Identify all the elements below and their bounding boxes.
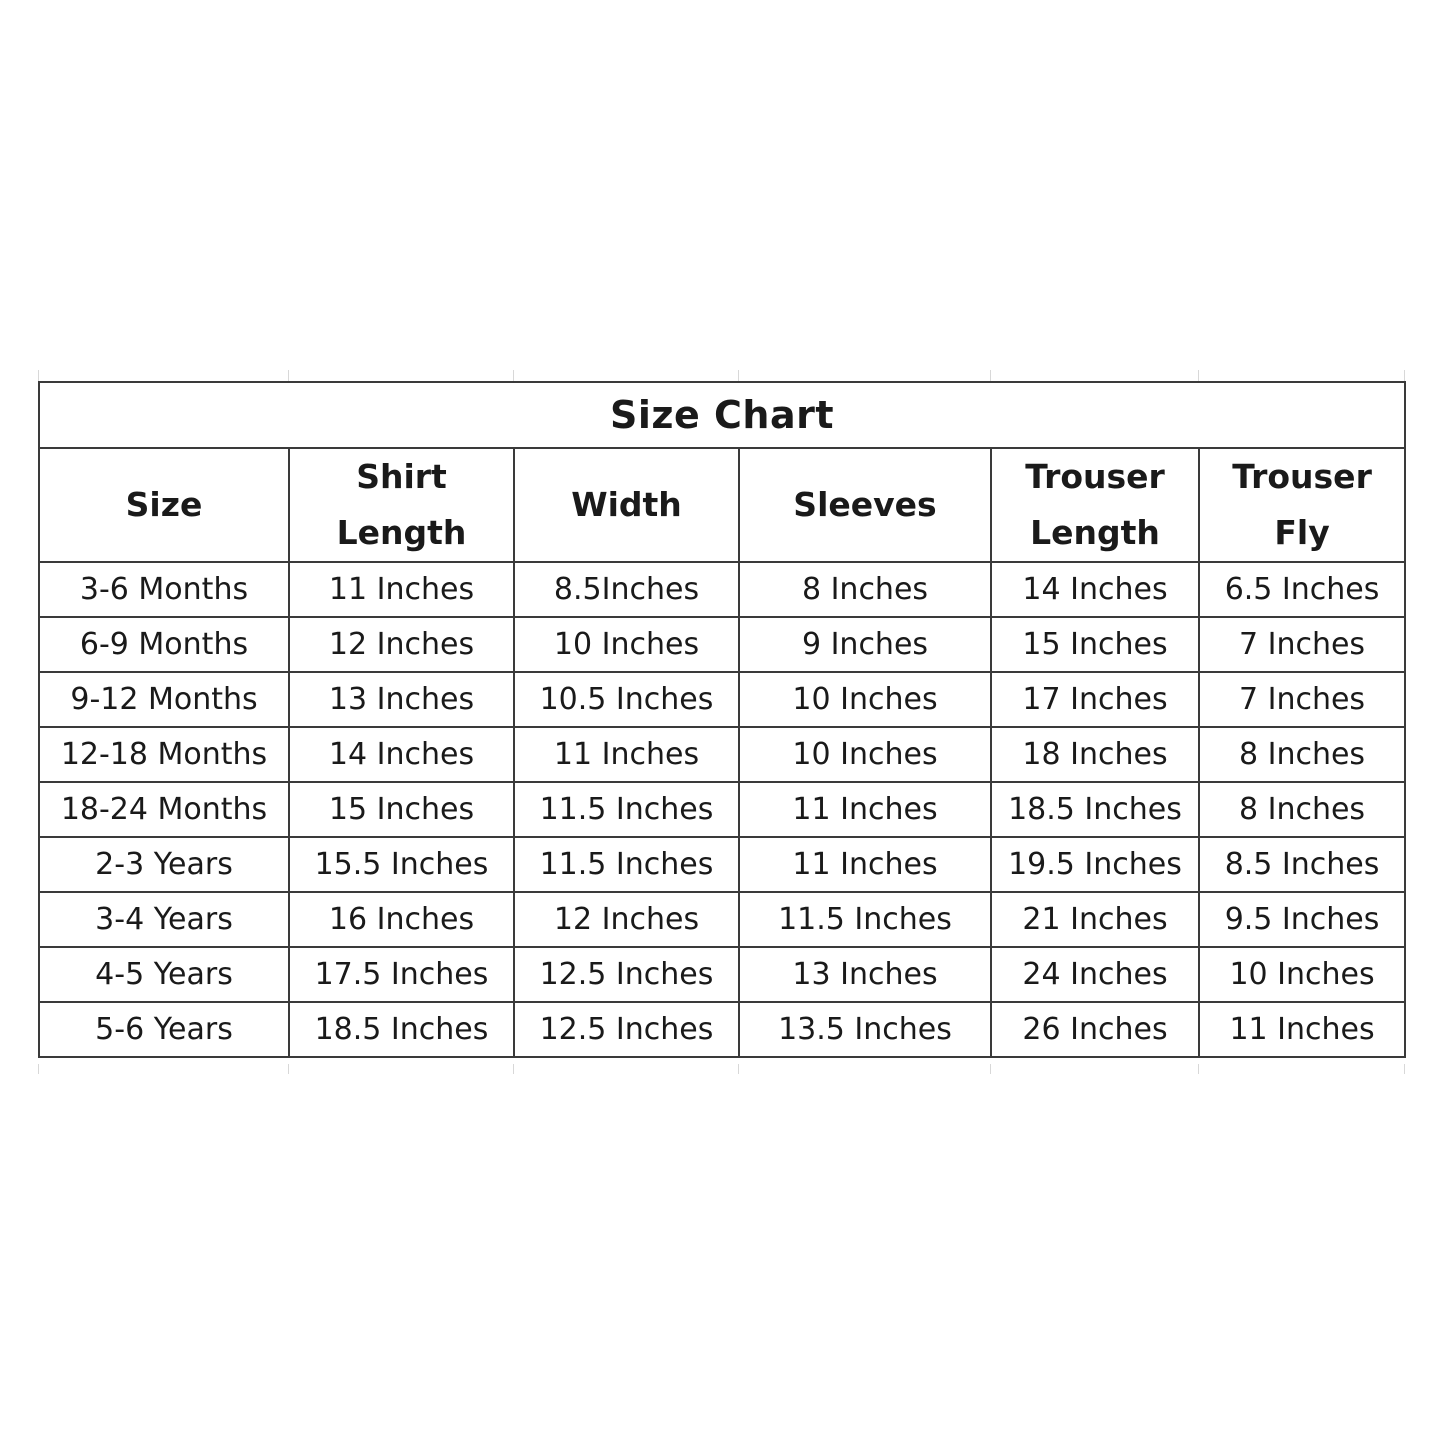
measurement-cell: 26 Inches: [991, 1002, 1199, 1057]
table-row: [39, 782, 1405, 837]
title-row: [39, 382, 1405, 448]
measurement-cell: 11 Inches: [1199, 1002, 1405, 1057]
size-cell: 5-6 Years: [39, 1002, 289, 1057]
column-header-line: Fly: [1274, 513, 1330, 552]
measurement-cell: 7 Inches: [1199, 672, 1405, 727]
column-header-line: Trouser: [1025, 457, 1165, 496]
measurement-cell: 19.5 Inches: [991, 837, 1199, 892]
table-row: [39, 947, 1405, 1002]
column-header: [39, 448, 289, 562]
measurement-cell: 18 Inches: [991, 727, 1199, 782]
measurement-cell: 11.5 Inches: [739, 892, 991, 947]
table-row: [39, 892, 1405, 947]
measurement-cell: 18.5 Inches: [991, 782, 1199, 837]
measurement-cell: 11.5 Inches: [514, 837, 739, 892]
gridline-stub: [513, 1064, 514, 1074]
size-cell: 2-3 Years: [39, 837, 289, 892]
measurement-cell: 11 Inches: [289, 562, 514, 617]
measurement-cell: 16 Inches: [289, 892, 514, 947]
measurement-cell: 11 Inches: [739, 782, 991, 837]
measurement-cell: 11.5 Inches: [514, 782, 739, 837]
size-cell: 3-4 Years: [39, 892, 289, 947]
measurement-cell: 11 Inches: [514, 727, 739, 782]
size-cell: 18-24 Months: [39, 782, 289, 837]
measurement-cell: 12 Inches: [289, 617, 514, 672]
measurement-cell: 15 Inches: [289, 782, 514, 837]
measurement-cell: 15 Inches: [991, 617, 1199, 672]
column-header-line: Length: [336, 513, 467, 552]
measurement-cell: 10 Inches: [514, 617, 739, 672]
table-row: [39, 727, 1405, 782]
table-row: [39, 837, 1405, 892]
measurement-cell: 10 Inches: [739, 727, 991, 782]
measurement-cell: 13 Inches: [739, 947, 991, 1002]
measurement-cell: 12.5 Inches: [514, 947, 739, 1002]
measurement-cell: 10.5 Inches: [514, 672, 739, 727]
table-row: [39, 617, 1405, 672]
size-cell: 4-5 Years: [39, 947, 289, 1002]
gridline-stub: [1198, 1064, 1199, 1074]
column-header-line: Shirt: [356, 457, 447, 496]
gridline-stub: [990, 370, 991, 381]
measurement-cell: 7 Inches: [1199, 617, 1405, 672]
size-chart-table: [38, 381, 1406, 1058]
size-cell: 3-6 Months: [39, 562, 289, 617]
measurement-cell: 18.5 Inches: [289, 1002, 514, 1057]
measurement-cell: 10 Inches: [739, 672, 991, 727]
measurement-cell: 13.5 Inches: [739, 1002, 991, 1057]
gridline-stub: [513, 370, 514, 381]
column-header-line: Length: [1030, 513, 1160, 552]
measurement-cell: 13 Inches: [289, 672, 514, 727]
column-header: [514, 448, 739, 562]
gridline-stub: [1198, 370, 1199, 381]
measurement-cell: 21 Inches: [991, 892, 1199, 947]
measurement-cell: 8.5 Inches: [1199, 837, 1405, 892]
table-row: [39, 672, 1405, 727]
measurement-cell: 17 Inches: [991, 672, 1199, 727]
header-row: [39, 448, 1405, 562]
measurement-cell: 12 Inches: [514, 892, 739, 947]
table-row: [39, 562, 1405, 617]
column-header: [739, 448, 991, 562]
gridline-stub: [1404, 1064, 1405, 1074]
gridline-stub: [288, 1064, 289, 1074]
size-cell: 9-12 Months: [39, 672, 289, 727]
column-header-line: Size: [125, 485, 203, 524]
measurement-cell: 8 Inches: [1199, 782, 1405, 837]
measurement-cell: 10 Inches: [1199, 947, 1405, 1002]
gridline-stub: [1404, 370, 1405, 381]
size-cell: 12-18 Months: [39, 727, 289, 782]
column-header: [289, 448, 514, 562]
measurement-cell: 8 Inches: [739, 562, 991, 617]
column-header-line: Sleeves: [793, 485, 937, 524]
table-row: [39, 1002, 1405, 1057]
measurement-cell: 14 Inches: [289, 727, 514, 782]
table-body: [39, 562, 1405, 1057]
gridline-stub: [738, 370, 739, 381]
gridline-stub: [990, 1064, 991, 1074]
column-header-line: Trouser: [1232, 457, 1372, 496]
column-header: [991, 448, 1199, 562]
measurement-cell: 14 Inches: [991, 562, 1199, 617]
size-cell: 6-9 Months: [39, 617, 289, 672]
size-chart-sheet: [38, 381, 1404, 1058]
gridline-stub: [288, 370, 289, 381]
table-title: Size Chart: [39, 382, 1405, 448]
column-header: [1199, 448, 1405, 562]
measurement-cell: 15.5 Inches: [289, 837, 514, 892]
measurement-cell: 8 Inches: [1199, 727, 1405, 782]
gridline-stub: [738, 1064, 739, 1074]
measurement-cell: 17.5 Inches: [289, 947, 514, 1002]
measurement-cell: 24 Inches: [991, 947, 1199, 1002]
column-header-line: Width: [571, 485, 682, 524]
gridline-stub: [38, 1064, 39, 1074]
gridline-stub: [38, 370, 39, 381]
measurement-cell: 6.5 Inches: [1199, 562, 1405, 617]
measurement-cell: 11 Inches: [739, 837, 991, 892]
measurement-cell: 9 Inches: [739, 617, 991, 672]
measurement-cell: 8.5Inches: [514, 562, 739, 617]
measurement-cell: 12.5 Inches: [514, 1002, 739, 1057]
measurement-cell: 9.5 Inches: [1199, 892, 1405, 947]
